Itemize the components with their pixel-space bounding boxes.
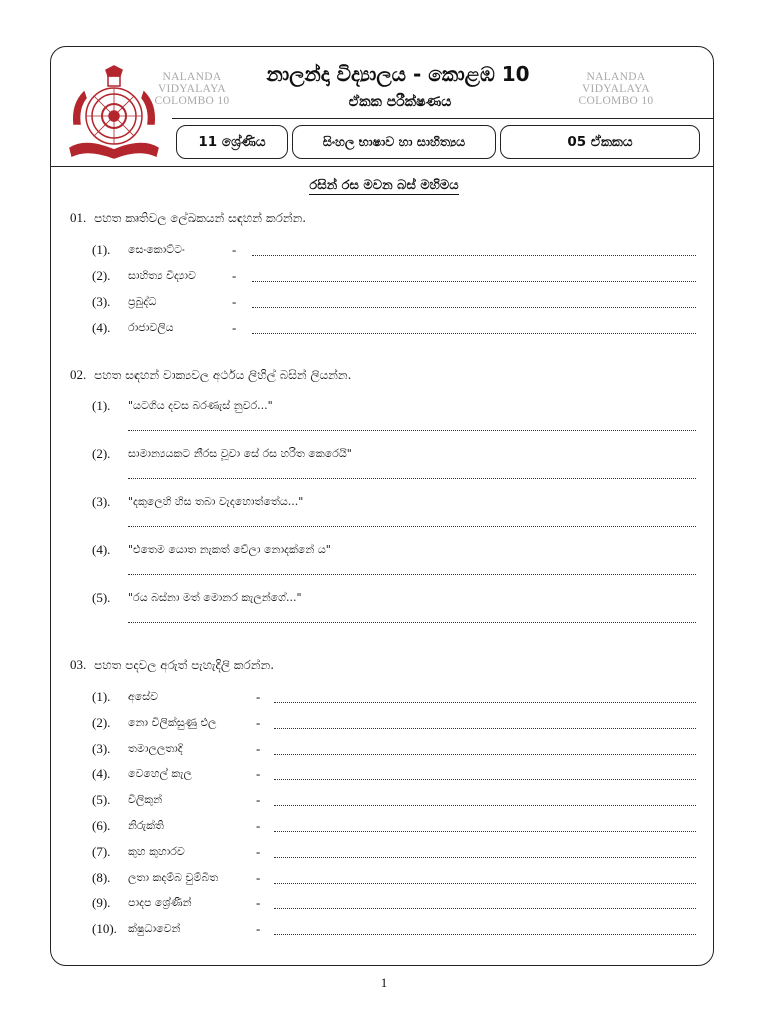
question-number: 02.	[70, 367, 87, 382]
answer-item	[92, 542, 702, 582]
question-text: පහත කෘතිවල ලේඛකයන් සඳහන් කරන්න.	[94, 211, 307, 225]
item-text: සාහිත්‍ය විද්‍යාව	[128, 269, 196, 282]
watermark-line: NALANDA	[162, 71, 222, 83]
item-number: (9).	[92, 895, 111, 910]
item-dash: -	[232, 268, 237, 283]
item-number: (10).	[92, 921, 117, 936]
item-text: තමාලලතාදි	[128, 742, 183, 755]
item-number: (4).	[92, 766, 111, 781]
item-text: "දකුලෙහි හිස තබා වැදහොත්තේය..."	[128, 495, 304, 508]
item-text: පාදප ශ්‍රේණීන්	[128, 896, 192, 909]
item-number: (5).	[92, 792, 111, 807]
item-number: (1).	[92, 398, 111, 413]
item-text: ක්ෂුධාවෙන්	[128, 922, 181, 935]
answer-line	[128, 430, 696, 431]
answer-line	[128, 526, 696, 527]
answer-item	[92, 398, 702, 438]
item-number: (7).	[92, 844, 111, 859]
answer-item	[92, 844, 702, 862]
watermark-line: COLOMBO 10	[578, 95, 654, 107]
item-dash: -	[256, 689, 261, 704]
item-text: ලතා කදම්බ චුම්බිත	[128, 871, 219, 884]
item-dash: -	[232, 320, 237, 335]
item-dash: -	[256, 766, 261, 781]
item-number: (2).	[92, 715, 111, 730]
item-number: (3).	[92, 741, 111, 756]
watermark-line: VIDYALAYA	[581, 83, 651, 95]
answer-line	[252, 307, 696, 308]
item-dash: -	[256, 844, 261, 859]
item-number: (4).	[92, 542, 111, 557]
answer-item	[92, 818, 702, 836]
answer-item	[92, 294, 702, 312]
answer-line	[128, 622, 696, 623]
answer-item	[92, 741, 702, 759]
answer-item	[92, 766, 702, 784]
grade-badge: 11 ශ්‍රේණිය	[176, 125, 288, 159]
question-number: 03.	[70, 657, 87, 672]
item-text: අසේව	[128, 690, 159, 703]
item-dash: -	[256, 870, 261, 885]
item-dash: -	[256, 895, 261, 910]
answer-line	[274, 934, 696, 935]
answer-line	[274, 728, 696, 729]
answer-item	[92, 268, 702, 286]
item-text: "එතෙම යොත නැකත් වේලා නොදක්නේ ය"	[128, 543, 331, 556]
item-number: (6).	[92, 818, 111, 833]
item-text: සාමාන්‍යයකට නීරස වූවා සේ රස හරිත කෙරෙයි"	[128, 447, 352, 460]
item-dash: -	[256, 715, 261, 730]
watermark-line: COLOMBO 10	[154, 95, 230, 107]
question-text: පහත පදවල අරුත් පැහැදිලි කරන්න.	[94, 658, 275, 672]
answer-item	[92, 689, 702, 707]
answer-item	[92, 870, 702, 888]
answer-line	[252, 281, 696, 282]
school-name-watermark-right	[574, 71, 658, 107]
answer-item	[92, 590, 702, 630]
answer-line	[274, 754, 696, 755]
unit-badge: 05 ඒකකය	[500, 125, 700, 159]
test-name: ඒකක පරීක්ෂණය	[348, 94, 452, 110]
item-number: (2).	[92, 446, 111, 461]
item-dash: -	[256, 818, 261, 833]
item-number: (5).	[92, 590, 111, 605]
item-text: ප්‍රබුද්ධ	[128, 295, 157, 308]
item-number: (2).	[92, 268, 111, 283]
item-text: විලිකුන්	[128, 793, 163, 806]
school-name-title: නාලන්දා විද්‍යාලය - කොළඹ 10	[266, 62, 530, 86]
answer-line	[274, 831, 696, 832]
item-text: කුහ කුහාරව	[128, 845, 185, 858]
watermark-line: NALANDA	[586, 71, 646, 83]
watermark-line: VIDYALAYA	[157, 83, 227, 95]
answer-line	[274, 805, 696, 806]
item-text: "රය බස්නා මත් මොනර කැලන්ගේ..."	[128, 591, 302, 604]
question-number: 01.	[70, 210, 87, 225]
answer-line	[274, 857, 696, 858]
question-2	[70, 367, 351, 383]
answer-line	[274, 702, 696, 703]
question-1	[70, 210, 306, 226]
item-number: (1).	[92, 689, 111, 704]
item-dash: -	[256, 741, 261, 756]
item-number: (1).	[92, 242, 111, 257]
item-text: "යටගිය දවස බරණැස් නුවර..."	[128, 399, 273, 412]
header-rule	[172, 118, 714, 119]
page-number: 1	[380, 975, 388, 990]
answer-item	[92, 494, 702, 534]
item-number: (4).	[92, 320, 111, 335]
subject-badge: සිංහල භාෂාව හා සාහිත්‍යය	[292, 125, 496, 159]
item-dash: -	[256, 921, 261, 936]
item-text: සෙංකොට්ටං	[128, 243, 185, 256]
item-text: නො විලික්සුණු එල	[128, 716, 217, 729]
answer-line	[128, 478, 696, 479]
answer-line	[252, 255, 696, 256]
item-text: රාජාවලිය	[128, 321, 174, 334]
answer-item	[92, 895, 702, 913]
answer-line	[274, 779, 696, 780]
answer-line	[274, 883, 696, 884]
answer-line	[128, 574, 696, 575]
answer-item	[92, 792, 702, 810]
item-text: නිරුක්ති	[128, 819, 164, 832]
item-number: (3).	[92, 294, 111, 309]
question-3	[70, 657, 274, 673]
header-divider	[50, 166, 714, 167]
school-crest-logo	[66, 64, 162, 160]
lesson-title-text: රසින් රස මවන බස් මහිමය	[309, 178, 459, 193]
answer-item	[92, 715, 702, 733]
question-text: පහත සඳහන් වාක්‍යවල අර්ථය ලිහිල් බසින් ලියන්න.	[94, 368, 352, 382]
item-dash: -	[232, 242, 237, 257]
item-number: (8).	[92, 870, 111, 885]
item-dash: -	[256, 792, 261, 807]
item-number: (3).	[92, 494, 111, 509]
answer-item	[92, 320, 702, 338]
answer-line	[274, 908, 696, 909]
school-name-watermark-left	[150, 71, 234, 107]
lesson-title	[0, 178, 768, 193]
answer-line	[252, 333, 696, 334]
answer-item	[92, 921, 702, 939]
item-dash: -	[232, 294, 237, 309]
answer-item	[92, 446, 702, 486]
item-text: වෙහෙල් කැල	[128, 767, 192, 780]
answer-item	[92, 242, 702, 260]
